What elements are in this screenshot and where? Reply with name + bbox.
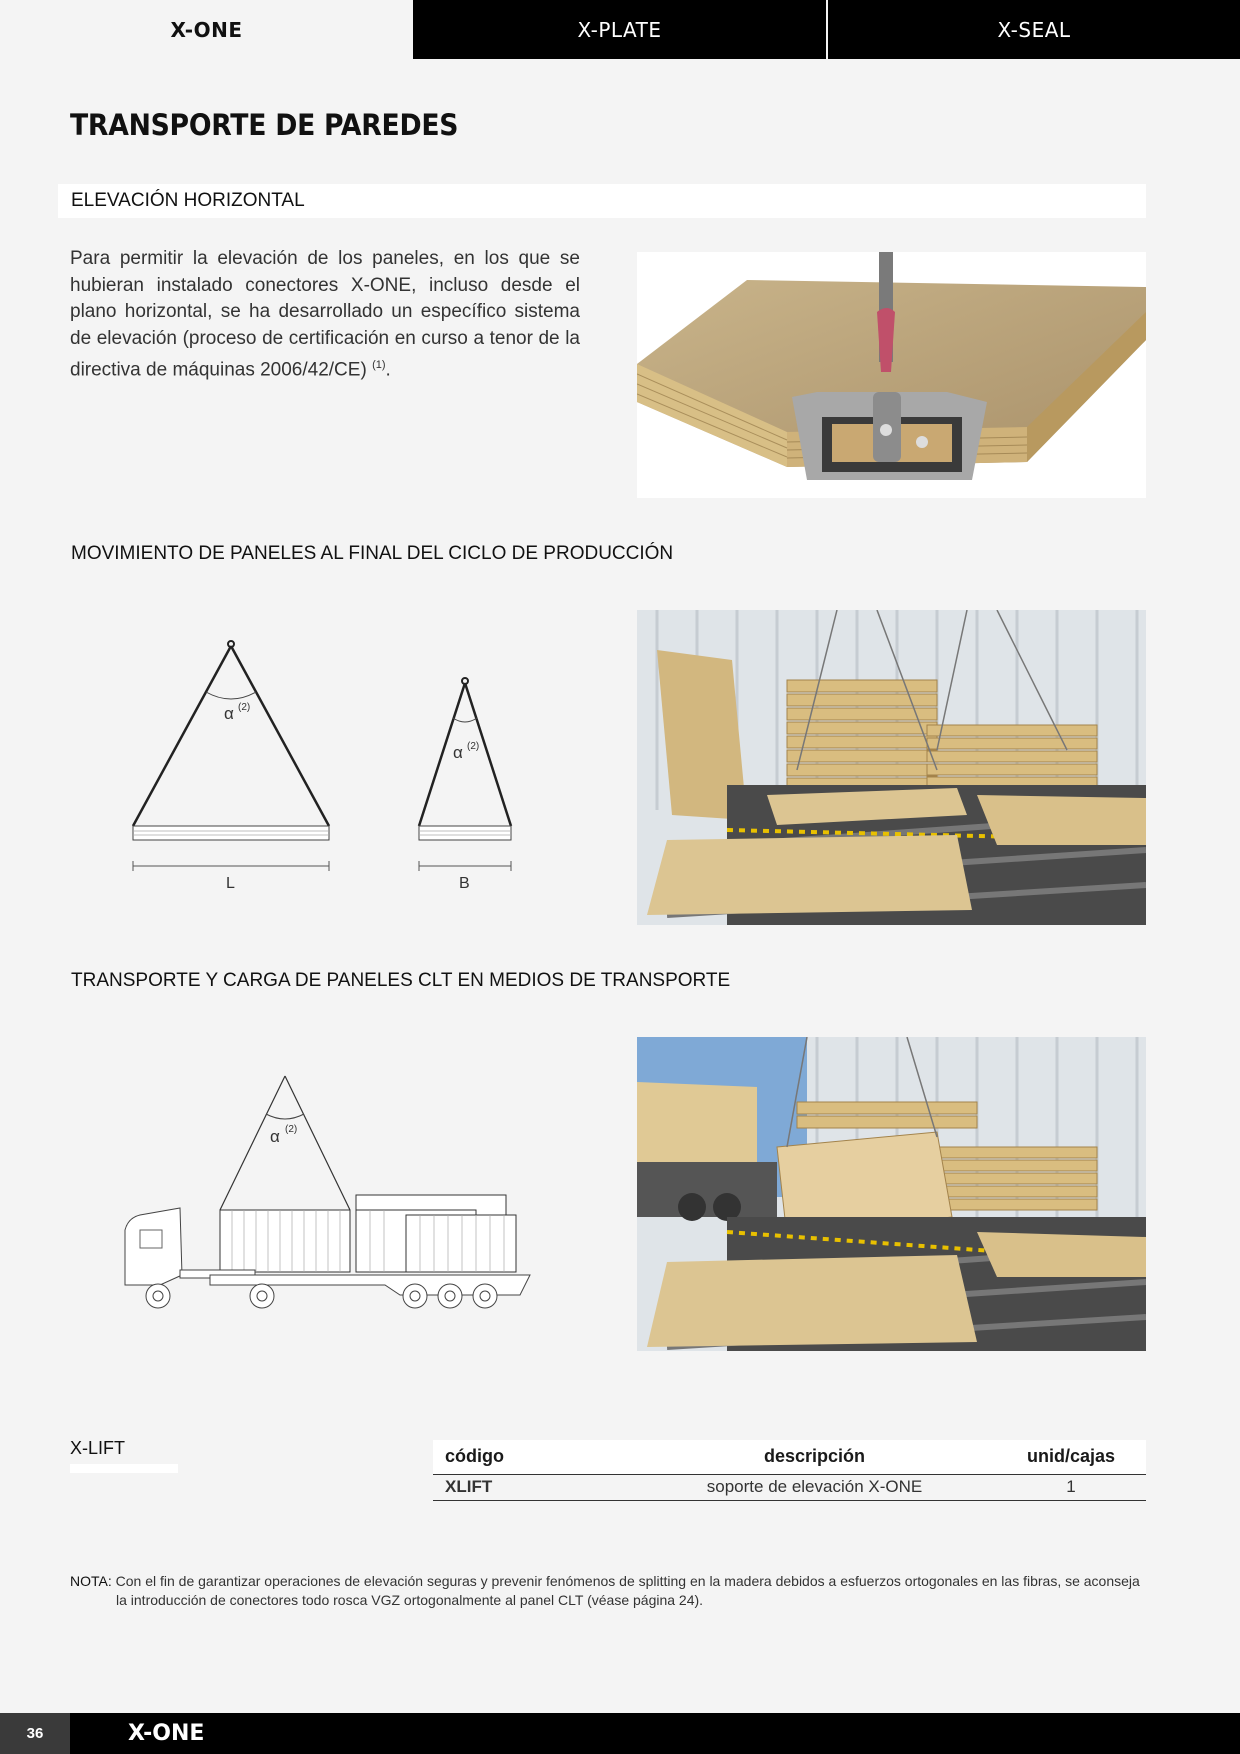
note-text: Con el fin de garantizar operaciones de elevación seguras y prevenir fenómenos de splitting en la madera debidos a esfuerzos ortogonales en las fibras, se aconseja la introducción de conectores todo rosca VGZ ortogonalmente al panel CLT (véase página 24). bbox=[115, 1573, 1140, 1608]
col-header-description: descripción bbox=[633, 1440, 996, 1474]
table-row bbox=[433, 1474, 1146, 1500]
photo-panel-lift bbox=[637, 252, 1146, 498]
photo-panel-stack bbox=[637, 610, 1146, 925]
page-footer bbox=[0, 1713, 1240, 1754]
alpha-note: (2) bbox=[238, 702, 251, 713]
section-title-horizontal-lift: ELEVACIÓN HORIZONTAL bbox=[71, 190, 305, 211]
sling-angle-diagram bbox=[120, 630, 530, 900]
alpha-note-small: (2) bbox=[467, 741, 480, 752]
alpha-label-small: α bbox=[453, 743, 463, 762]
xlift-label: X-LIFT bbox=[70, 1438, 126, 1458]
col-header-code: código bbox=[433, 1440, 633, 1474]
cell-units: 1 bbox=[996, 1474, 1146, 1500]
intro-end: . bbox=[385, 359, 391, 381]
footnote-note bbox=[70, 1572, 1150, 1610]
intro-paragraph bbox=[70, 246, 580, 384]
col-header-units: unid/cajas bbox=[996, 1440, 1146, 1474]
alpha-label: α bbox=[224, 704, 234, 723]
truck-loading-diagram bbox=[120, 1070, 540, 1320]
page-title: TRANSPORTE DE PAREDES bbox=[70, 108, 459, 142]
footnote-ref: (1) bbox=[372, 359, 386, 371]
product-tabs bbox=[0, 0, 1240, 59]
footer-brand: X-ONE bbox=[128, 1721, 205, 1746]
note-label: NOTA: bbox=[70, 1573, 112, 1589]
section-title-transport-loading: TRANSPORTE Y CARGA DE PANELES CLT EN MEDIOS DE TRANSPORTE bbox=[71, 970, 731, 991]
page-number: 36 bbox=[0, 1713, 70, 1754]
table-header-row bbox=[433, 1440, 1146, 1474]
xlift-image-placeholder bbox=[70, 1464, 178, 1473]
length-label: L bbox=[226, 875, 235, 892]
product-code-table bbox=[433, 1440, 1146, 1501]
photo-truck-loading bbox=[637, 1037, 1146, 1351]
cell-code: XLIFT bbox=[433, 1474, 633, 1500]
tab-x-seal[interactable]: X-SEAL bbox=[828, 0, 1240, 59]
cell-description: soporte de elevación X-ONE bbox=[633, 1474, 996, 1500]
intro-text: Para permitir la elevación de los paneles, en los que se hubieran instalado conectores X-ONE, incluso desde el plano horizontal, se ha desarrollado un específico sistema de elevación (proceso de certificación en curso a tenor de la directiva de máquinas 2006/42/CE) bbox=[70, 248, 580, 381]
tab-x-one[interactable]: X-ONE bbox=[0, 0, 413, 59]
alpha-label-truck: α bbox=[270, 1127, 280, 1146]
tab-x-plate[interactable]: X-PLATE bbox=[413, 0, 826, 59]
alpha-note-truck: (2) bbox=[285, 1124, 298, 1135]
width-label: B bbox=[459, 875, 470, 892]
section-title-production-movement: MOVIMIENTO DE PANELES AL FINAL DEL CICLO DE PRODUCCIÓN bbox=[71, 543, 674, 564]
